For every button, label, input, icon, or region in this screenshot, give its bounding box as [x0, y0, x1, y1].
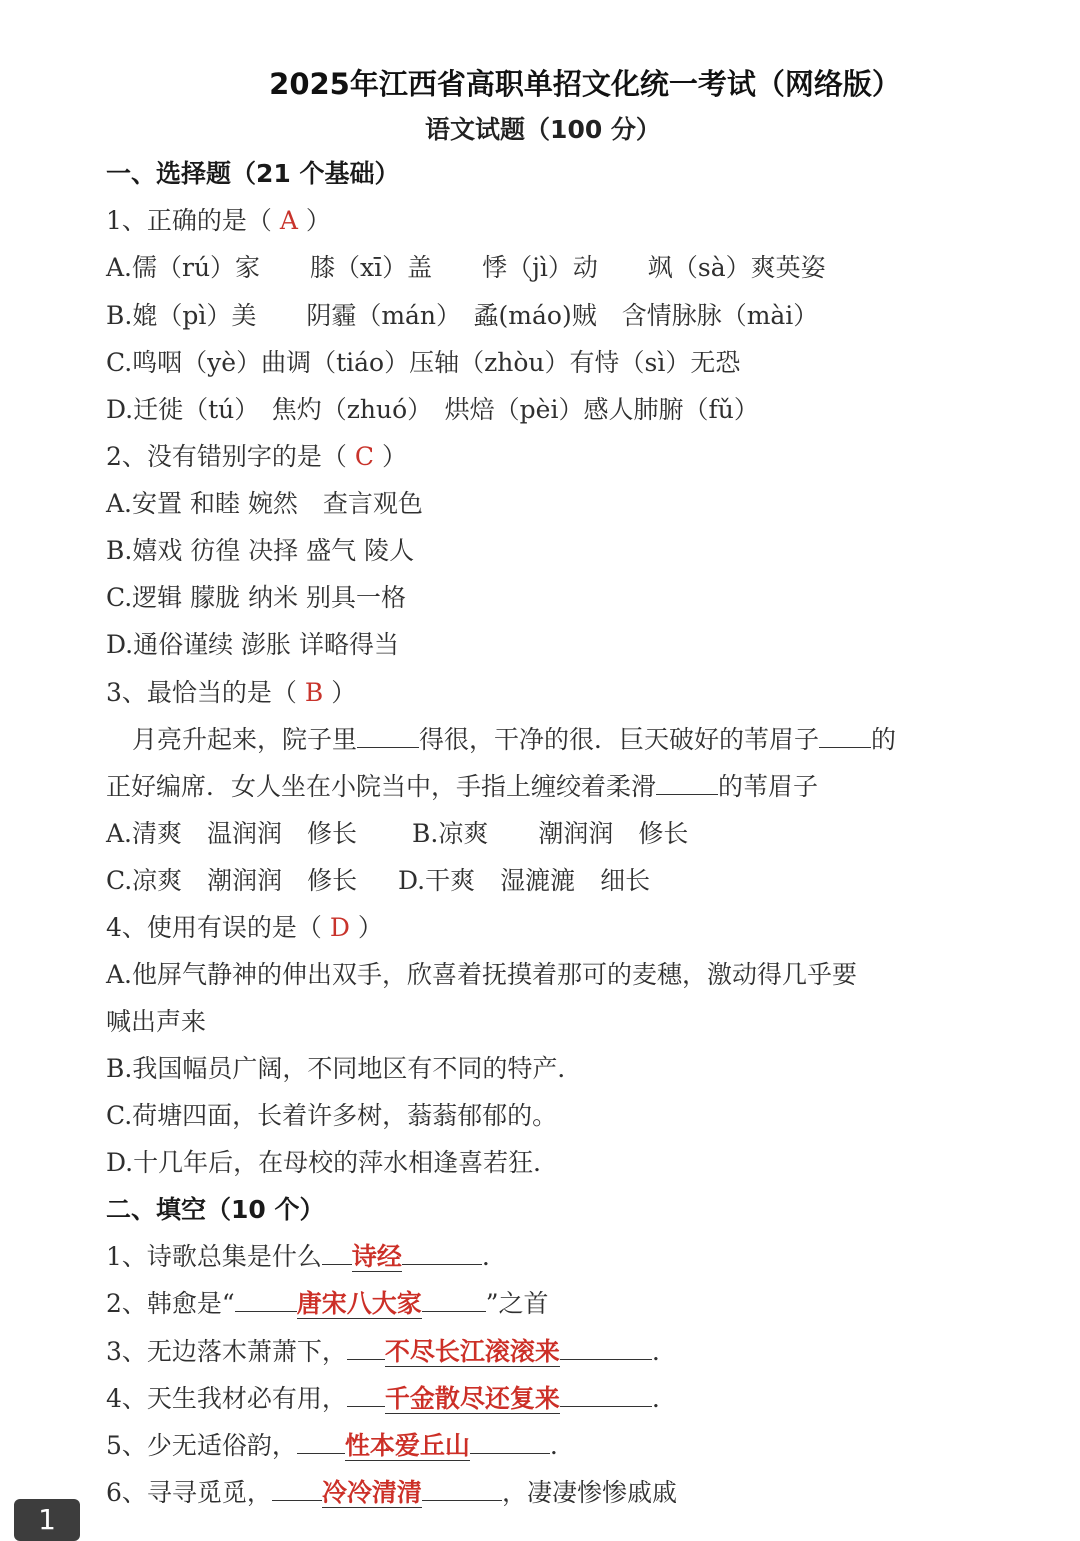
- fill-prompt: 2、韩愈是“: [106, 1289, 235, 1318]
- q2-option-d: D.通俗谨续 澎胀 详略得当: [106, 630, 399, 659]
- q4-option-b: B.我国幅员广阔，不同地区有不同的特产．: [106, 1054, 583, 1083]
- q1-option-b: B.媲（pì）美 阴霾（mán） 蟊(máo)贼 含情脉脉（mài）: [106, 301, 819, 330]
- q3-passage-text: 得很，干净的很．巨天破好的苇眉子: [419, 725, 820, 754]
- fill-answer: 不尽长江滚滚来: [384, 1337, 560, 1366]
- q1-option-a: A.儒（rú）家 膝（xī）盖 悸（jì）动 飒（sà）爽英姿: [106, 253, 826, 282]
- q1-option-d: D.迁徙（tú） 焦灼（zhuó） 烘焙（pèi）感人肺腑（fǔ）: [106, 395, 759, 424]
- blank-line: [235, 1289, 297, 1312]
- q2-stem: [106, 440, 407, 474]
- q3-passage-line1: [132, 723, 896, 757]
- blank-line: [347, 1337, 385, 1360]
- q2-stem-text: 2、没有错别字的是（: [106, 442, 347, 471]
- q1-stem-text: 1、正确的是（: [106, 206, 272, 235]
- blank-line: [819, 725, 871, 748]
- q3-stem-text: 3、最恰当的是（: [106, 678, 297, 707]
- blank-line: [470, 1431, 550, 1454]
- q2-option-c: C.逻辑 朦胧 纳米 别具一格: [106, 583, 407, 612]
- fill-suffix: ．: [651, 1337, 677, 1366]
- q2-option-b: B.嬉戏 彷徨 决择 盛气 陵人: [106, 536, 415, 565]
- q4-option-a: A.他屏气静神的伸出双手，欣喜着抚摸着那可的麦穗，激动得几乎要: [106, 960, 858, 989]
- blank-line: [357, 725, 419, 748]
- blank-line: [656, 772, 718, 795]
- q4-option-d: D.十几年后，在母校的萍水相逢喜若狂．: [106, 1148, 559, 1177]
- fill-suffix: ．: [549, 1431, 575, 1460]
- q4-option-c: C.荷塘四面，长着许多树，蓊蓊郁郁的。: [106, 1101, 558, 1130]
- q4-stem: [106, 911, 383, 945]
- blank-line: [422, 1289, 486, 1312]
- fill-prompt: 4、天生我材必有用，: [106, 1384, 347, 1413]
- q1-close: ）: [305, 206, 331, 235]
- q2-close: ）: [381, 442, 407, 471]
- fill-suffix: ．: [481, 1242, 507, 1271]
- fill-prompt: 6、寻寻觅觅，: [106, 1478, 272, 1507]
- fill-answer: 唐宋八大家: [296, 1289, 422, 1318]
- fill-suffix: ，凄凄惨惨戚戚: [501, 1478, 677, 1507]
- q3-close: ）: [331, 678, 357, 707]
- fill-answer: 性本爱丘山: [344, 1431, 470, 1460]
- fill-item-2: [106, 1287, 548, 1321]
- q2-option-a: A.安置 和睦 婉然 查言观色: [106, 489, 423, 518]
- section1-heading: 一、选择题（21 个基础）: [106, 159, 400, 188]
- q4-stem-text: 4、使用有误的是（: [106, 913, 322, 942]
- q1-stem: [106, 204, 331, 238]
- fill-answer: 千金散尽还复来: [384, 1384, 560, 1413]
- q3-passage-text: 正好编席．女人坐在小院当中，手指上缠绞着柔滑: [106, 772, 657, 801]
- fill-item-4: [106, 1382, 677, 1416]
- blank-line: [272, 1478, 322, 1501]
- fill-item-3: [106, 1335, 677, 1369]
- fill-answer: 冷冷清清: [321, 1478, 422, 1507]
- fill-item-5: [106, 1429, 575, 1463]
- q1-answer: A: [279, 206, 298, 235]
- fill-answer: 诗经: [351, 1242, 402, 1271]
- q4-close: ）: [357, 913, 383, 942]
- blank-line: [402, 1242, 482, 1265]
- blank-line: [560, 1384, 652, 1407]
- fill-prompt: 3、无边落木萧萧下，: [106, 1337, 347, 1366]
- blank-line: [422, 1478, 502, 1501]
- blank-line: [297, 1431, 345, 1454]
- exam-title: 2025年江西省高职单招文化统一考试（网络版）: [269, 67, 901, 101]
- section2-heading: 二、填空（10 个）: [106, 1195, 325, 1224]
- q2-answer: C: [354, 442, 375, 471]
- fill-suffix: ．: [651, 1384, 677, 1413]
- q3-passage-text: 的苇眉子: [718, 772, 819, 801]
- q3-option-b: B.凉爽 潮润润 修长: [412, 819, 689, 848]
- q1-option-c: C.鸣咽（yè）曲调（tiáo）压轴（zhòu）有恃（sì）无恐: [106, 348, 741, 377]
- fill-suffix: ”之首: [485, 1289, 549, 1318]
- blank-line: [560, 1337, 652, 1360]
- q3-option-c: C.凉爽 潮润润 修长: [106, 866, 358, 895]
- blank-line: [322, 1242, 352, 1265]
- q3-option-a: A.清爽 温润润 修长: [106, 819, 358, 848]
- blank-line: [347, 1384, 385, 1407]
- q4-option-a-cont: 喊出声来: [106, 1007, 207, 1036]
- fill-prompt: 5、少无适俗韵，: [106, 1431, 297, 1460]
- q4-answer: D: [329, 913, 350, 942]
- exam-subtitle: 语文试题（100 分）: [425, 115, 661, 144]
- page-number-badge: 1: [14, 1499, 80, 1541]
- fill-item-6: [106, 1476, 677, 1510]
- q3-passage-line2: [106, 770, 818, 804]
- q3-passage-text: 月亮升起来，院子里: [132, 725, 358, 754]
- q3-stem: [106, 676, 356, 710]
- fill-prompt: 1、诗歌总集是什么: [106, 1242, 322, 1271]
- q3-option-d: D.干爽 湿漉漉 细长: [398, 866, 651, 895]
- fill-item-1: [106, 1240, 507, 1274]
- q3-passage-text: 的: [871, 725, 897, 754]
- q3-answer: B: [304, 678, 324, 707]
